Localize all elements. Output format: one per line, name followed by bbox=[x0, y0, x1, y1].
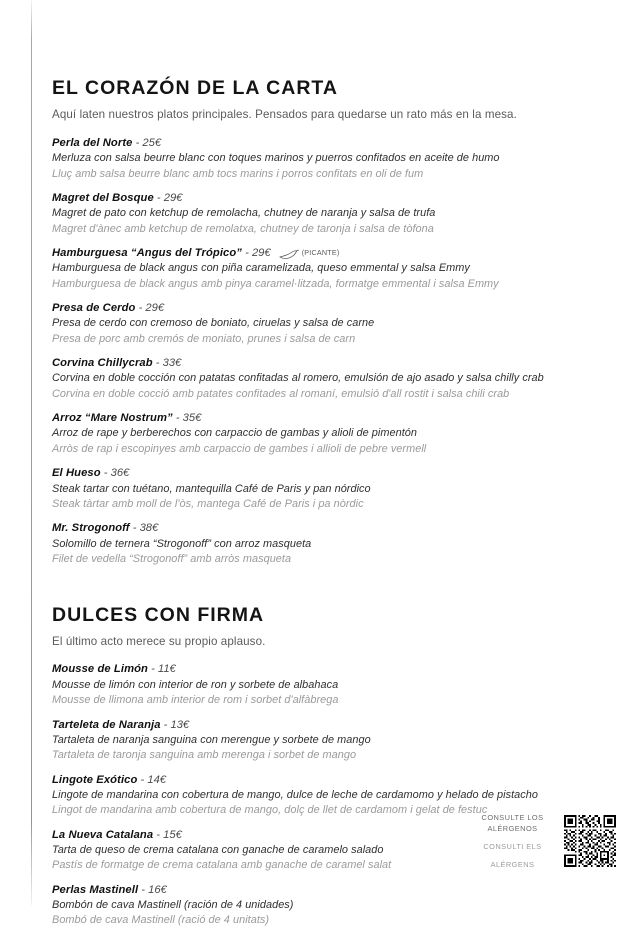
allergen-notice-ca-line1: CONSULTI ELS bbox=[483, 842, 542, 852]
menu-item-description-es: Mousse de limón con interior de ron y sorbete de albahaca bbox=[52, 678, 339, 691]
menu-item-description-ca: Bombó de cava Mastinell (ració de 4 unitats) bbox=[52, 914, 270, 927]
menu-item-header bbox=[52, 466, 572, 481]
menu-item bbox=[52, 246, 572, 292]
menu-item-name: Perlas Mastinell bbox=[52, 883, 139, 896]
menu-item-price: - 38€ bbox=[132, 522, 159, 535]
menu-item bbox=[52, 301, 572, 347]
menu-item-price: - 25€ bbox=[135, 136, 162, 149]
menu-item-name: La Nueva Catalana bbox=[52, 828, 154, 841]
menu-item-header bbox=[52, 356, 572, 371]
menu-item-header bbox=[52, 718, 572, 733]
menu-item-name: Presa de Cerdo bbox=[52, 302, 136, 315]
menu-item bbox=[52, 356, 572, 402]
menu-item-description-ca: Filet de vedella “Strogonoff” amb arròs masqueta bbox=[52, 553, 292, 566]
menu-item bbox=[52, 466, 572, 512]
menu-item-price: - 29€ bbox=[156, 192, 183, 204]
menu-item-description-es: Merluza con salsa beurre blanc con toques marinos y puerros confitados en aceite de humo bbox=[52, 152, 500, 165]
menu-item-description-ca: Steak tàrtar amb moll de l'òs, mantega Café de Paris i pa nòrdic bbox=[52, 497, 364, 510]
menu-item-price: - 29€ bbox=[138, 302, 165, 315]
menu-item-description-ca: Lingot de mandarina amb cobertura de mango, dolç de llet de cardamom i gelat de festuc bbox=[52, 804, 488, 817]
menu-item-name: Mousse de Limón bbox=[52, 663, 148, 676]
menu-item bbox=[52, 662, 572, 708]
menu-item-name: Tarteleta de Naranja bbox=[52, 718, 161, 731]
menu-item-price: - 14€ bbox=[140, 773, 167, 786]
allergen-footer bbox=[470, 812, 620, 870]
section-subtitle-desserts: El último acto merece su propio aplauso. bbox=[52, 634, 266, 648]
menu-item-name: Corvina Chillycrab bbox=[52, 357, 153, 370]
menu-item-description-es: Tarta de queso de crema catalana con ganache de caramelo salado bbox=[52, 843, 384, 856]
menu-item-description-ca: Presa de porc amb cremós de moniato, prunes i salsa de carn bbox=[52, 332, 356, 345]
menu-item-price: - 35€ bbox=[175, 412, 202, 425]
allergen-text-block bbox=[470, 812, 555, 870]
section-subtitle-main-courses: Aquí laten nuestros platos principales. Pensados para quedarse un rato más en la mesa. bbox=[52, 108, 517, 122]
spicy-indicator bbox=[279, 248, 340, 259]
allergen-notice-es-line1: CONSULTE LOS bbox=[481, 813, 544, 822]
menu-item-description-es: Presa de cerdo con cremoso de boniato, ciruelas y salsa de carne bbox=[52, 317, 375, 330]
menu-item-description-es: Arroz de rape y berberechos con carpaccio de gambas y alioli de pimentón bbox=[52, 427, 418, 440]
menu-item-name: Hamburguesa “Angus del Trópico” bbox=[52, 247, 242, 260]
menu-item bbox=[52, 136, 572, 182]
page-edge-line bbox=[31, 0, 32, 905]
menu-item-header bbox=[52, 136, 572, 151]
menu-item-header bbox=[52, 411, 572, 426]
section-spacer bbox=[52, 577, 572, 605]
menu-item-header bbox=[52, 883, 572, 898]
menu-item-header bbox=[52, 773, 572, 788]
menu-item bbox=[52, 411, 572, 457]
menu-item-description-es: Corvina en doble cocción con patatas confitadas al romero, emulsión de ajo asado y salsa chilly crab bbox=[52, 372, 544, 385]
menu-item-description-ca: Arròs de rap i escopinyes amb carpaccio de gambes i allioli de pebre vermell bbox=[52, 442, 427, 455]
menu-item-name: El Hueso bbox=[52, 467, 101, 480]
menu-item-price: - 33€ bbox=[155, 357, 182, 370]
section-title-main-courses: EL CORAZÓN DE LA CARTA bbox=[52, 77, 338, 99]
menu-item-description-es: Magret de pato con ketchup de remolacha, chutney de naranja y salsa de trufa bbox=[52, 207, 436, 220]
menu-item-description-ca: Hamburguesa de black angus amb pinya caramel·litzada, formatge emmental i salsa Emmy bbox=[52, 277, 499, 290]
menu-item-header bbox=[52, 521, 572, 536]
menu-item-price: - 15€ bbox=[156, 828, 182, 841]
chili-pepper-icon bbox=[279, 249, 299, 260]
qr-code-icon[interactable] bbox=[564, 815, 616, 867]
menu-item-description-ca: Corvina en doble cocció amb patates confitades al romaní, emulsió d'all rostit i salsa chili crab bbox=[52, 387, 510, 400]
allergen-notice-es-line2: ALÉRGENOS bbox=[487, 824, 538, 834]
menu-item-description-ca: Tartaleta de taronja sanguina amb merenga i sorbet de mango bbox=[52, 749, 357, 762]
menu-item-header bbox=[52, 301, 572, 316]
menu-item-name: Magret del Bosque bbox=[52, 192, 154, 204]
menu-item-header bbox=[52, 191, 572, 206]
menu-item-price: - 36€ bbox=[103, 467, 130, 480]
menu-item-description-es: Bombón de cava Mastinell (ración de 4 unidades) bbox=[52, 898, 294, 911]
menu-item-description-es: Hamburguesa de black angus con piña caramelizada, queso emmental y salsa Emmy bbox=[52, 262, 470, 275]
menu-item-price: - 13€ bbox=[163, 718, 190, 731]
menu-item-description-ca: Magret d'ànec amb ketchup de remolatxa, chutney de taronja i salsa de tòfona bbox=[52, 222, 434, 235]
menu-item bbox=[52, 521, 572, 567]
menu-item-name: Mr. Strogonoff bbox=[52, 522, 130, 535]
menu-item-description-ca: Mousse de llimona amb interior de rom i sorbet d'alfàbrega bbox=[52, 694, 339, 707]
menu-item-name: Arroz “Mare Nostrum” bbox=[52, 412, 173, 425]
menu-item-price: - 16€ bbox=[141, 883, 167, 896]
menu-item-description-es: Steak tartar con tuétano, mantequilla Café de Paris y pan nórdico bbox=[52, 482, 371, 495]
menu-item-price: - 11€ bbox=[151, 663, 176, 676]
menu-item-name: Lingote Exótico bbox=[52, 773, 138, 786]
menu-item bbox=[52, 883, 572, 929]
menu-item bbox=[52, 718, 572, 764]
menu-item-name: Perla del Norte bbox=[52, 136, 133, 149]
menu-item-description-es: Lingote de mandarina con cobertura de mango, dulce de leche de cardamomo y helado de pistacho bbox=[52, 788, 538, 801]
allergen-notice-ca-line2: ALÉRGENS bbox=[490, 860, 535, 870]
menu-item-description-es: Solomillo de ternera “Strogonoff” con arroz masqueta bbox=[52, 537, 312, 550]
menu-item-description-es: Tartaleta de naranja sanguina con merengue y sorbete de mango bbox=[52, 733, 371, 746]
menu-item bbox=[52, 191, 572, 237]
menu-item-header bbox=[52, 662, 572, 677]
menu-item-price: - 29€ bbox=[245, 247, 271, 260]
menu-item-header bbox=[52, 246, 572, 261]
menu-item-description-ca: Pastís de formatge de crema catalana amb ganache de caramel salat bbox=[52, 859, 392, 872]
menu-item-description-ca: Lluç amb salsa beurre blanc amb tocs marins i porros confitats en oli de fum bbox=[52, 167, 424, 180]
spicy-label: (PICANTE) bbox=[301, 248, 340, 258]
section-title-desserts: DULCES CON FIRMA bbox=[52, 603, 265, 626]
menu-content bbox=[52, 78, 572, 938]
